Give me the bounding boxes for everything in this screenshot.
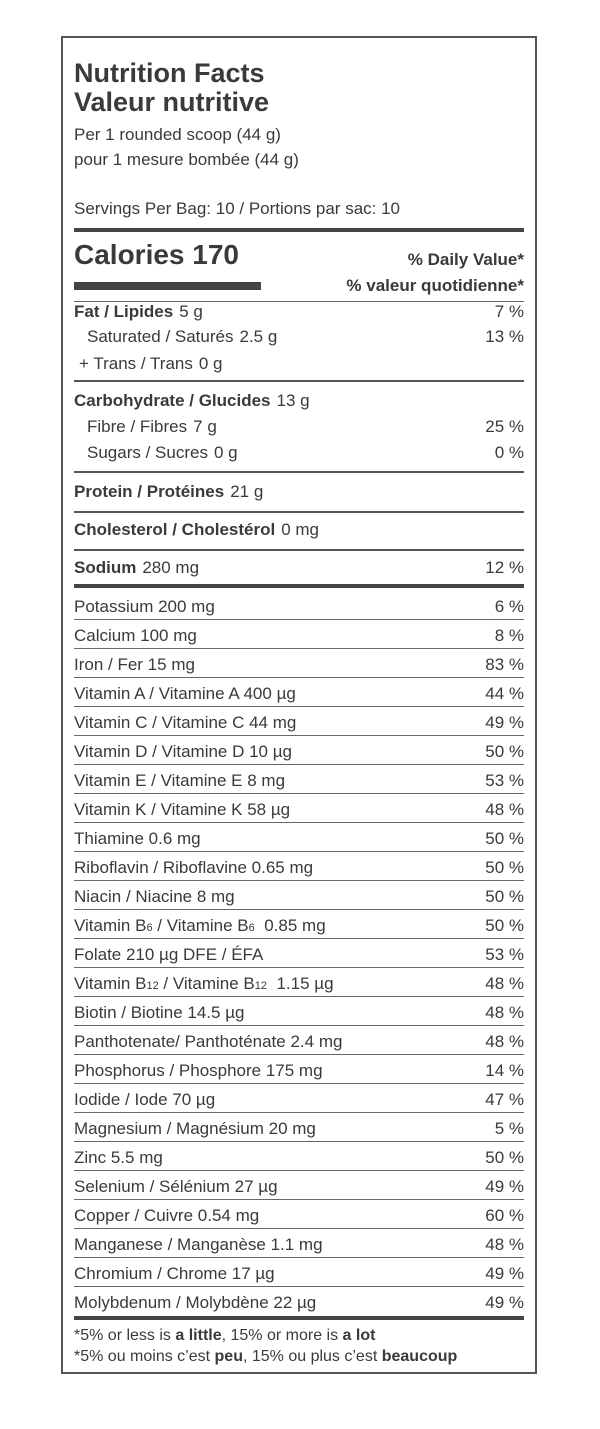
divider: [74, 471, 524, 473]
nutrient-percent: 6 %: [494, 597, 524, 616]
nutrient-amount: 1.15 µg: [267, 974, 334, 993]
nutrient-label-part: Vitamin B: [74, 974, 147, 993]
nutrient-label-part: Vitamin B: [74, 916, 147, 935]
nutrient-label: [74, 916, 326, 935]
divider: [74, 706, 524, 707]
divider: [74, 1286, 524, 1287]
nutrient-label: Copper / Cuivre 0.54 mg: [74, 1206, 260, 1225]
divider: [74, 380, 524, 382]
divider: [74, 1112, 524, 1113]
nutrient-percent: 5 %: [494, 1119, 524, 1138]
nutrient-row-chromium: [74, 1263, 524, 1285]
nutrient-label: Calcium 100 mg: [74, 626, 197, 645]
nutrient-label-part: / Vitamine B: [152, 916, 249, 935]
footnote-french: [74, 1347, 457, 1367]
daily-value-header-english: % Daily Value*: [407, 250, 524, 269]
sugars-percent: 0 %: [494, 443, 524, 462]
footnote-emphasis: a little: [175, 1327, 222, 1344]
nutrient-percent: 50 %: [485, 1148, 524, 1167]
carbohydrate-amount: 13 g: [276, 391, 310, 410]
nutrient-label: Vitamin D / Vitamine D 10 µg: [74, 742, 292, 761]
nutrient-row-iron: [74, 654, 524, 676]
divider: [74, 584, 524, 588]
footnote-text: , 15% or more is: [221, 1327, 343, 1344]
divider: [74, 735, 524, 736]
fibre-percent: 25 %: [485, 417, 524, 436]
divider: [74, 619, 524, 620]
nutrient-label: [74, 974, 334, 993]
divider: [74, 1083, 524, 1084]
nutrient-percent: 53 %: [485, 945, 524, 964]
nutrient-percent: 8 %: [494, 626, 524, 645]
subscript: 12: [146, 980, 159, 992]
nutrient-label: Folate 210 µg DFE / ÉFA: [74, 945, 264, 964]
nutrient-label: Vitamin K / Vitamine K 58 µg: [74, 800, 291, 819]
nutrient-label: Selenium / Sélénium 27 µg: [74, 1177, 278, 1196]
divider: [74, 1170, 524, 1171]
daily-value-header-french: % valeur quotidienne*: [346, 276, 524, 295]
nutrient-row-copper: [74, 1205, 524, 1227]
nutrient-percent: 47 %: [485, 1090, 524, 1109]
divider: [74, 1054, 524, 1055]
sodium-row: [74, 557, 524, 579]
sodium-amount: 280 mg: [142, 558, 200, 577]
fat-row: [74, 301, 524, 323]
nutrient-label: Phosphorus / Phosphore 175 mg: [74, 1061, 323, 1080]
nutrient-label: Zinc 5.5 mg: [74, 1148, 163, 1167]
divider: [74, 822, 524, 823]
protein-label: Protein / Protéines: [74, 482, 225, 501]
saturated-amount: 2.5 g: [239, 327, 278, 346]
divider: [74, 851, 524, 852]
nutrient-percent: 44 %: [485, 684, 524, 703]
subscript: 6: [248, 922, 255, 934]
nutrient-label: Panthotenate/ Panthoténate 2.4 mg: [74, 1032, 343, 1051]
nutrient-percent: 14 %: [485, 1061, 524, 1080]
cholesterol-label: Cholesterol / Cholestérol: [74, 520, 276, 539]
nutrient-row-manganese: [74, 1234, 524, 1256]
nutrient-row-vitamin-e: [74, 770, 524, 792]
nutrient-percent: 48 %: [485, 1032, 524, 1051]
divider: [74, 1141, 524, 1142]
nutrient-row-molybdenum: [74, 1292, 524, 1314]
calories-bar: [74, 282, 261, 290]
divider: [74, 909, 524, 910]
carbohydrate-label: Carbohydrate / Glucides: [74, 391, 271, 410]
nutrient-row-vitamin-b12: [74, 973, 524, 995]
nutrient-percent: 48 %: [485, 974, 524, 993]
saturated-label: Saturated / Saturés: [87, 327, 234, 346]
divider: [74, 1228, 524, 1229]
nutrient-row-vitamin-b6: [74, 915, 524, 937]
sugars-amount: 0 g: [213, 443, 238, 462]
nutrient-row-biotin: [74, 1002, 524, 1024]
trans-row: [74, 353, 524, 375]
nutrient-percent: 60 %: [485, 1206, 524, 1225]
nutrient-percent: 49 %: [485, 1293, 524, 1312]
footnote-text: , 15% ou plus c’est: [242, 1348, 382, 1365]
divider: [74, 880, 524, 881]
divider: [74, 967, 524, 968]
nutrient-label-part: / Vitamine B: [158, 974, 255, 993]
nutrient-percent: 53 %: [485, 771, 524, 790]
nutrient-row-phosphorus: [74, 1060, 524, 1082]
sugars-row: [74, 442, 524, 464]
divider: [74, 996, 524, 997]
carbohydrate-row: [74, 390, 524, 412]
cholesterol-amount: 0 mg: [281, 520, 319, 539]
footnote-text: *5% ou moins c’est: [74, 1348, 215, 1365]
nutrient-percent: 49 %: [485, 1264, 524, 1283]
cholesterol-row: [74, 519, 524, 541]
nutrient-row-riboflavin: [74, 857, 524, 879]
nutrient-row-vitamin-k: [74, 799, 524, 821]
footnote-emphasis: peu: [214, 1348, 243, 1365]
divider: [74, 511, 524, 513]
divider: [74, 764, 524, 765]
saturated-percent: 13 %: [485, 327, 524, 346]
nutrient-row-panthotenate: [74, 1031, 524, 1053]
nutrient-row-zinc: [74, 1147, 524, 1169]
fat-amount: 5 g: [179, 302, 203, 321]
nutrient-label: Chromium / Chrome 17 µg: [74, 1264, 275, 1283]
divider: [74, 549, 524, 551]
nutrient-row-potassium: [74, 596, 524, 618]
nutrient-row-vitamin-c: [74, 712, 524, 734]
divider: [74, 793, 524, 794]
nutrient-row-magnesium: [74, 1118, 524, 1140]
nutrient-percent: 50 %: [485, 742, 524, 761]
protein-row: [74, 481, 524, 503]
nutrient-label: Riboflavin / Riboflavine 0.65 mg: [74, 858, 314, 877]
nutrient-label: Molybdenum / Molybdène 22 µg: [74, 1293, 317, 1312]
footnote-emphasis: beaucoup: [381, 1348, 458, 1365]
sodium-label: Sodium: [74, 558, 137, 577]
subscript: 6: [146, 922, 153, 934]
nutrient-label: Thiamine 0.6 mg: [74, 829, 201, 848]
nutrient-row-folate: [74, 944, 524, 966]
nutrient-percent: 50 %: [485, 829, 524, 848]
title-english: Nutrition Facts: [74, 58, 265, 88]
divider: [74, 938, 524, 939]
nutrient-label: Potassium 200 mg: [74, 597, 215, 616]
nutrient-row-thiamine: [74, 828, 524, 850]
nutrient-row-iodide: [74, 1089, 524, 1111]
nutrient-label: Iron / Fer 15 mg: [74, 655, 195, 674]
nutrient-label: Vitamin C / Vitamine C 44 mg: [74, 713, 297, 732]
nutrition-facts-panel: [61, 36, 537, 1374]
fat-percent: 7 %: [494, 302, 524, 321]
sodium-percent: 12 %: [485, 558, 524, 577]
footnote-text: *5% or less is: [74, 1327, 176, 1344]
fat-label: Fat / Lipides: [74, 302, 174, 321]
trans-amount: 0 g: [198, 354, 223, 373]
nutrient-percent: 50 %: [485, 858, 524, 877]
nutrient-label: Iodide / Iode 70 µg: [74, 1090, 216, 1109]
calories-label: Calories 170: [74, 239, 239, 270]
nutrient-row-vitamin-d: [74, 741, 524, 763]
divider: [74, 228, 524, 232]
protein-amount: 21 g: [230, 482, 264, 501]
nutrient-percent: 49 %: [485, 713, 524, 732]
nutrient-row-vitamin-a: [74, 683, 524, 705]
serving-size-french: pour 1 mesure bombée (44 g): [74, 150, 299, 169]
trans-label: + Trans / Trans: [79, 354, 193, 373]
nutrient-label: Vitamin A / Vitamine A 400 µg: [74, 684, 296, 703]
nutrient-amount: 0.85 mg: [254, 916, 326, 935]
footnote-english: [74, 1326, 375, 1346]
sugars-label: Sugars / Sucres: [87, 443, 208, 462]
nutrient-percent: 83 %: [485, 655, 524, 674]
saturated-row: [74, 326, 524, 348]
nutrient-label: Niacin / Niacine 8 mg: [74, 887, 235, 906]
servings-per-bag: Servings Per Bag: 10 / Portions par sac: 10: [74, 199, 401, 218]
nutrient-percent: 48 %: [485, 800, 524, 819]
divider: [74, 677, 524, 678]
nutrient-percent: 48 %: [485, 1003, 524, 1022]
nutrient-percent: 49 %: [485, 1177, 524, 1196]
nutrient-row-selenium: [74, 1176, 524, 1198]
fibre-row: [74, 416, 524, 438]
nutrient-label: Manganese / Manganèse 1.1 mg: [74, 1235, 323, 1254]
nutrient-label: Vitamin E / Vitamine E 8 mg: [74, 771, 286, 790]
serving-size-english: Per 1 rounded scoop (44 g): [74, 125, 281, 144]
divider: [74, 648, 524, 649]
nutrient-label: Magnesium / Magnésium 20 mg: [74, 1119, 316, 1138]
divider: [74, 1316, 524, 1320]
title-french: Valeur nutritive: [74, 87, 270, 117]
nutrient-row-niacin: [74, 886, 524, 908]
divider: [74, 1199, 524, 1200]
divider: [74, 1257, 524, 1258]
footnote-emphasis: a lot: [342, 1327, 376, 1344]
divider: [74, 1025, 524, 1026]
nutrient-percent: 50 %: [485, 887, 524, 906]
nutrient-label: Biotin / Biotine 14.5 µg: [74, 1003, 245, 1022]
nutrient-row-calcium: [74, 625, 524, 647]
nutrient-percent: 48 %: [485, 1235, 524, 1254]
subscript: 12: [254, 980, 268, 992]
fibre-amount: 7 g: [193, 417, 217, 436]
fibre-label: Fibre / Fibres: [87, 417, 188, 436]
nutrient-percent: 50 %: [485, 916, 524, 935]
